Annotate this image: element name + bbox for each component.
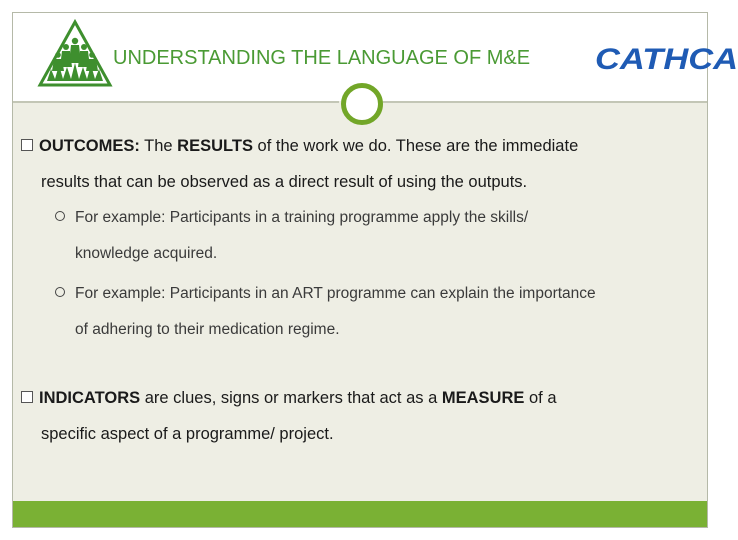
outcomes-line2: results that can be observed as a direct result of using the outputs. bbox=[41, 173, 528, 191]
indicators-term: INDICATORS bbox=[39, 389, 141, 407]
slide bbox=[12, 12, 738, 528]
indicators-bullet bbox=[21, 380, 557, 416]
header-divider-left bbox=[13, 101, 339, 103]
outcomes-emphasis: RESULTS bbox=[177, 137, 253, 155]
circle-bullet-icon bbox=[55, 211, 65, 221]
indicators-text-b: of a bbox=[529, 389, 557, 407]
divider-circle-ornament bbox=[341, 83, 383, 125]
square-bullet-icon bbox=[21, 139, 33, 151]
outcomes-text-a: The bbox=[144, 137, 173, 155]
slide-title: UNDERSTANDING THE LANGUAGE OF M&E bbox=[113, 47, 531, 69]
circle-bullet-icon bbox=[55, 287, 65, 297]
indicators-text-a: are clues, signs or markers that act as a bbox=[144, 389, 438, 407]
example-2-line2: of adhering to their medication regime. bbox=[75, 321, 340, 338]
outcomes-term: OUTCOMES: bbox=[39, 137, 140, 155]
footer-bar bbox=[13, 501, 707, 527]
cathca-logo: CATHCA bbox=[595, 43, 738, 76]
example-1-line2: knowledge acquired. bbox=[75, 245, 218, 262]
indicators-line2: specific aspect of a programme/ project. bbox=[41, 425, 334, 443]
indicators-emphasis: MEASURE bbox=[441, 389, 525, 407]
header-divider-right bbox=[383, 101, 707, 103]
outcomes-text-b: of the work we do. These are the immediate bbox=[257, 137, 579, 155]
example-item-2 bbox=[55, 276, 596, 312]
outcomes-bullet bbox=[21, 128, 578, 164]
example-item-1 bbox=[55, 200, 528, 236]
people-triangle-logo-icon bbox=[37, 19, 113, 89]
square-bullet-icon bbox=[21, 391, 33, 403]
example-1-line1: For example: Participants in a training programme apply the skills/ bbox=[75, 209, 529, 226]
example-2-line1: For example: Participants in an ART programme can explain the importance bbox=[75, 285, 596, 302]
